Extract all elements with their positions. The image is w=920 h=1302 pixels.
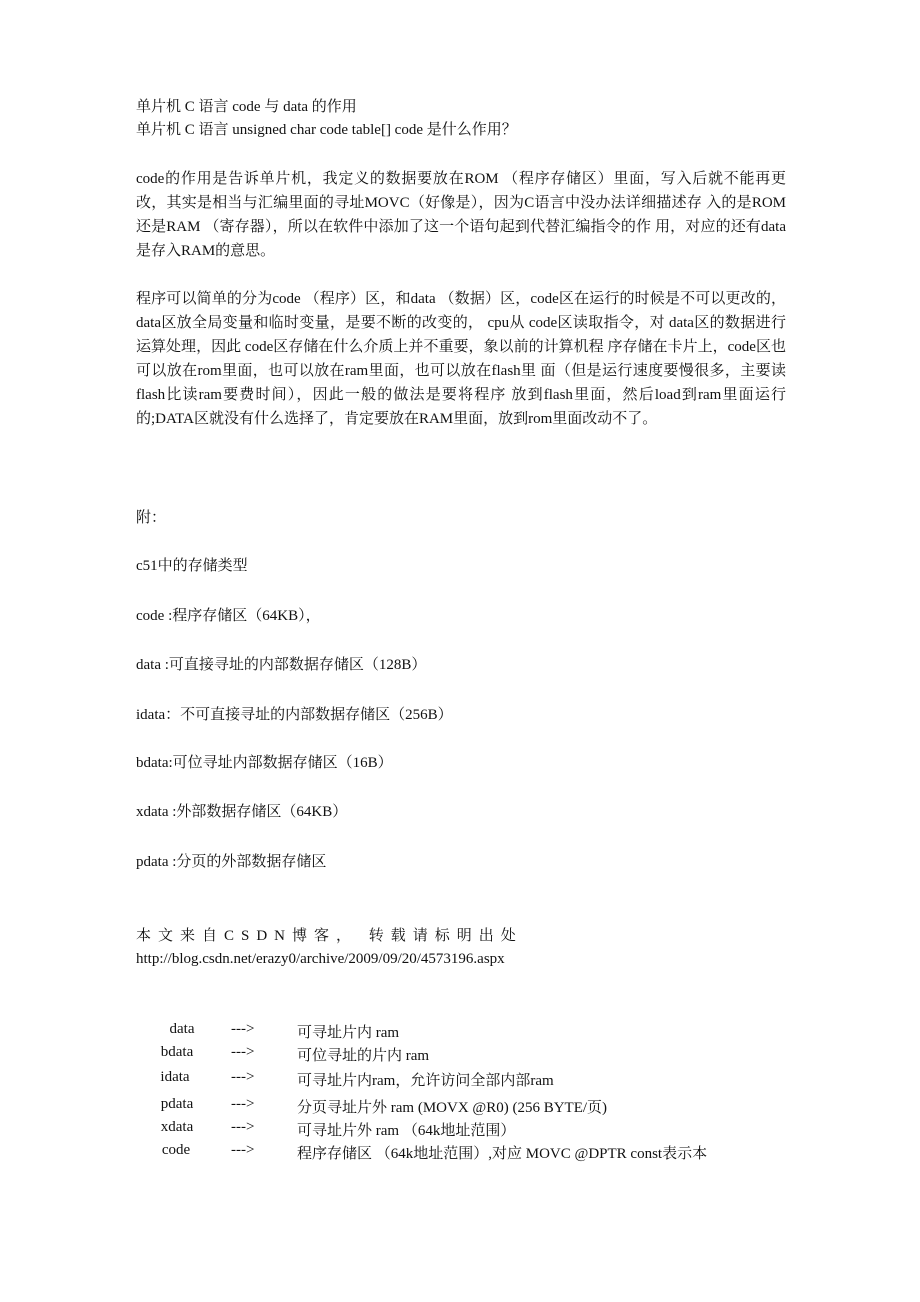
table-desc: 可寻址片外 ram （64k地址范围） (297, 1123, 516, 1139)
title-line-2: 单片机 C 语言 unsigned char code table[] code 是什么作用？ (136, 122, 517, 138)
paragraph-code-purpose: code的作用是告诉单片机，我定义的数据要放在ROM （程序存储区）里面，写入后就不能再更改，其实是相当与汇编里面的寻址MOVC（好像是），因为C语言中没办法详细描述存 入的是ROM还是RAM （寄存器），所以在软件中添加了这一个语句起到代替汇编指令的作 用，对应的还有data是存入RAM的意思。 (136, 171, 786, 259)
table-row (0, 1119, 920, 1141)
table-desc: 可寻址片内ram，允许访问全部内部ram (297, 1073, 554, 1089)
table-key: xdata (160, 1119, 194, 1135)
paragraph-code-data-areas: 程序可以简单的分为code （程序）区，和data （数据）区，code区在运行的时候是不可以更改的， data区放全局变量和临时变量，是要不断的改变的， cpu从 code区读取指令，对 data区的数据进行运算处理，因此 code区存储在什么介质上并不重要，象以前的计算机程 序存储在卡片上，code区也可以放在rom里面，也可以放在ram里面，也可以放在flash里 面（但是运行速度要慢很多，主要读flash比读ram要费时间），因此一般的做法是要将程序 放到flash里面，然后load到ram里面运行的;DATA区就没有什么选择了，肯定要放在RAM里面，放到rom里面改动不了。 (136, 291, 786, 427)
storage-type-code: code :程序存储区（64KB）， (136, 608, 321, 624)
table-key: bdata (160, 1044, 194, 1060)
storage-type-xdata: xdata :外部数据存储区（64KB） (136, 804, 348, 820)
table-key: idata (160, 1069, 190, 1085)
table-desc: 可位寻址的片内 ram (297, 1048, 430, 1064)
c51-storage-title: c51中的存储类型 (136, 558, 248, 574)
source-url[interactable]: http://blog.csdn.net/erazy0/archive/2009/09/20/4573196.aspx (136, 951, 505, 967)
table-desc: 可寻址片内 ram (297, 1025, 400, 1041)
table-row (0, 1142, 920, 1164)
arrow-text: ---> (231, 1119, 255, 1135)
source-attribution: 本文来自CSDN博客， 转载请标明出处 (136, 928, 523, 944)
table-desc: 分页寻址片外 ram (MOVX @R0) (256 BYTE/页) (297, 1100, 608, 1116)
storage-type-pdata: pdata :分页的外部数据存储区 (136, 854, 327, 870)
storage-type-data: data :可直接寻址的内部数据存储区（128B） (136, 657, 427, 673)
table-row (0, 1069, 920, 1091)
table-row (0, 1021, 920, 1043)
table-row (0, 1096, 920, 1118)
table-desc: 程序存储区 （64k地址范围）,对应 MOVC @DPTR const表示本 (297, 1146, 708, 1162)
table-key: data (169, 1021, 195, 1037)
storage-type-idata: idata：不可直接寻址的内部数据存储区（256B） (136, 707, 453, 723)
arrow-text: ---> (231, 1044, 255, 1060)
arrow-text: ---> (231, 1069, 255, 1085)
arrow-text: ---> (231, 1021, 255, 1037)
table-key: code (161, 1142, 191, 1158)
title-line-1: 单片机 C 语言 code 与 data 的作用 (136, 99, 357, 115)
appendix-label: 附： (136, 510, 167, 526)
storage-type-bdata: bdata:可位寻址内部数据存储区（16B） (136, 755, 393, 771)
table-key: pdata (160, 1096, 194, 1112)
table-row (0, 1044, 920, 1066)
arrow-text: ---> (231, 1142, 255, 1158)
arrow-text: ---> (231, 1096, 255, 1112)
